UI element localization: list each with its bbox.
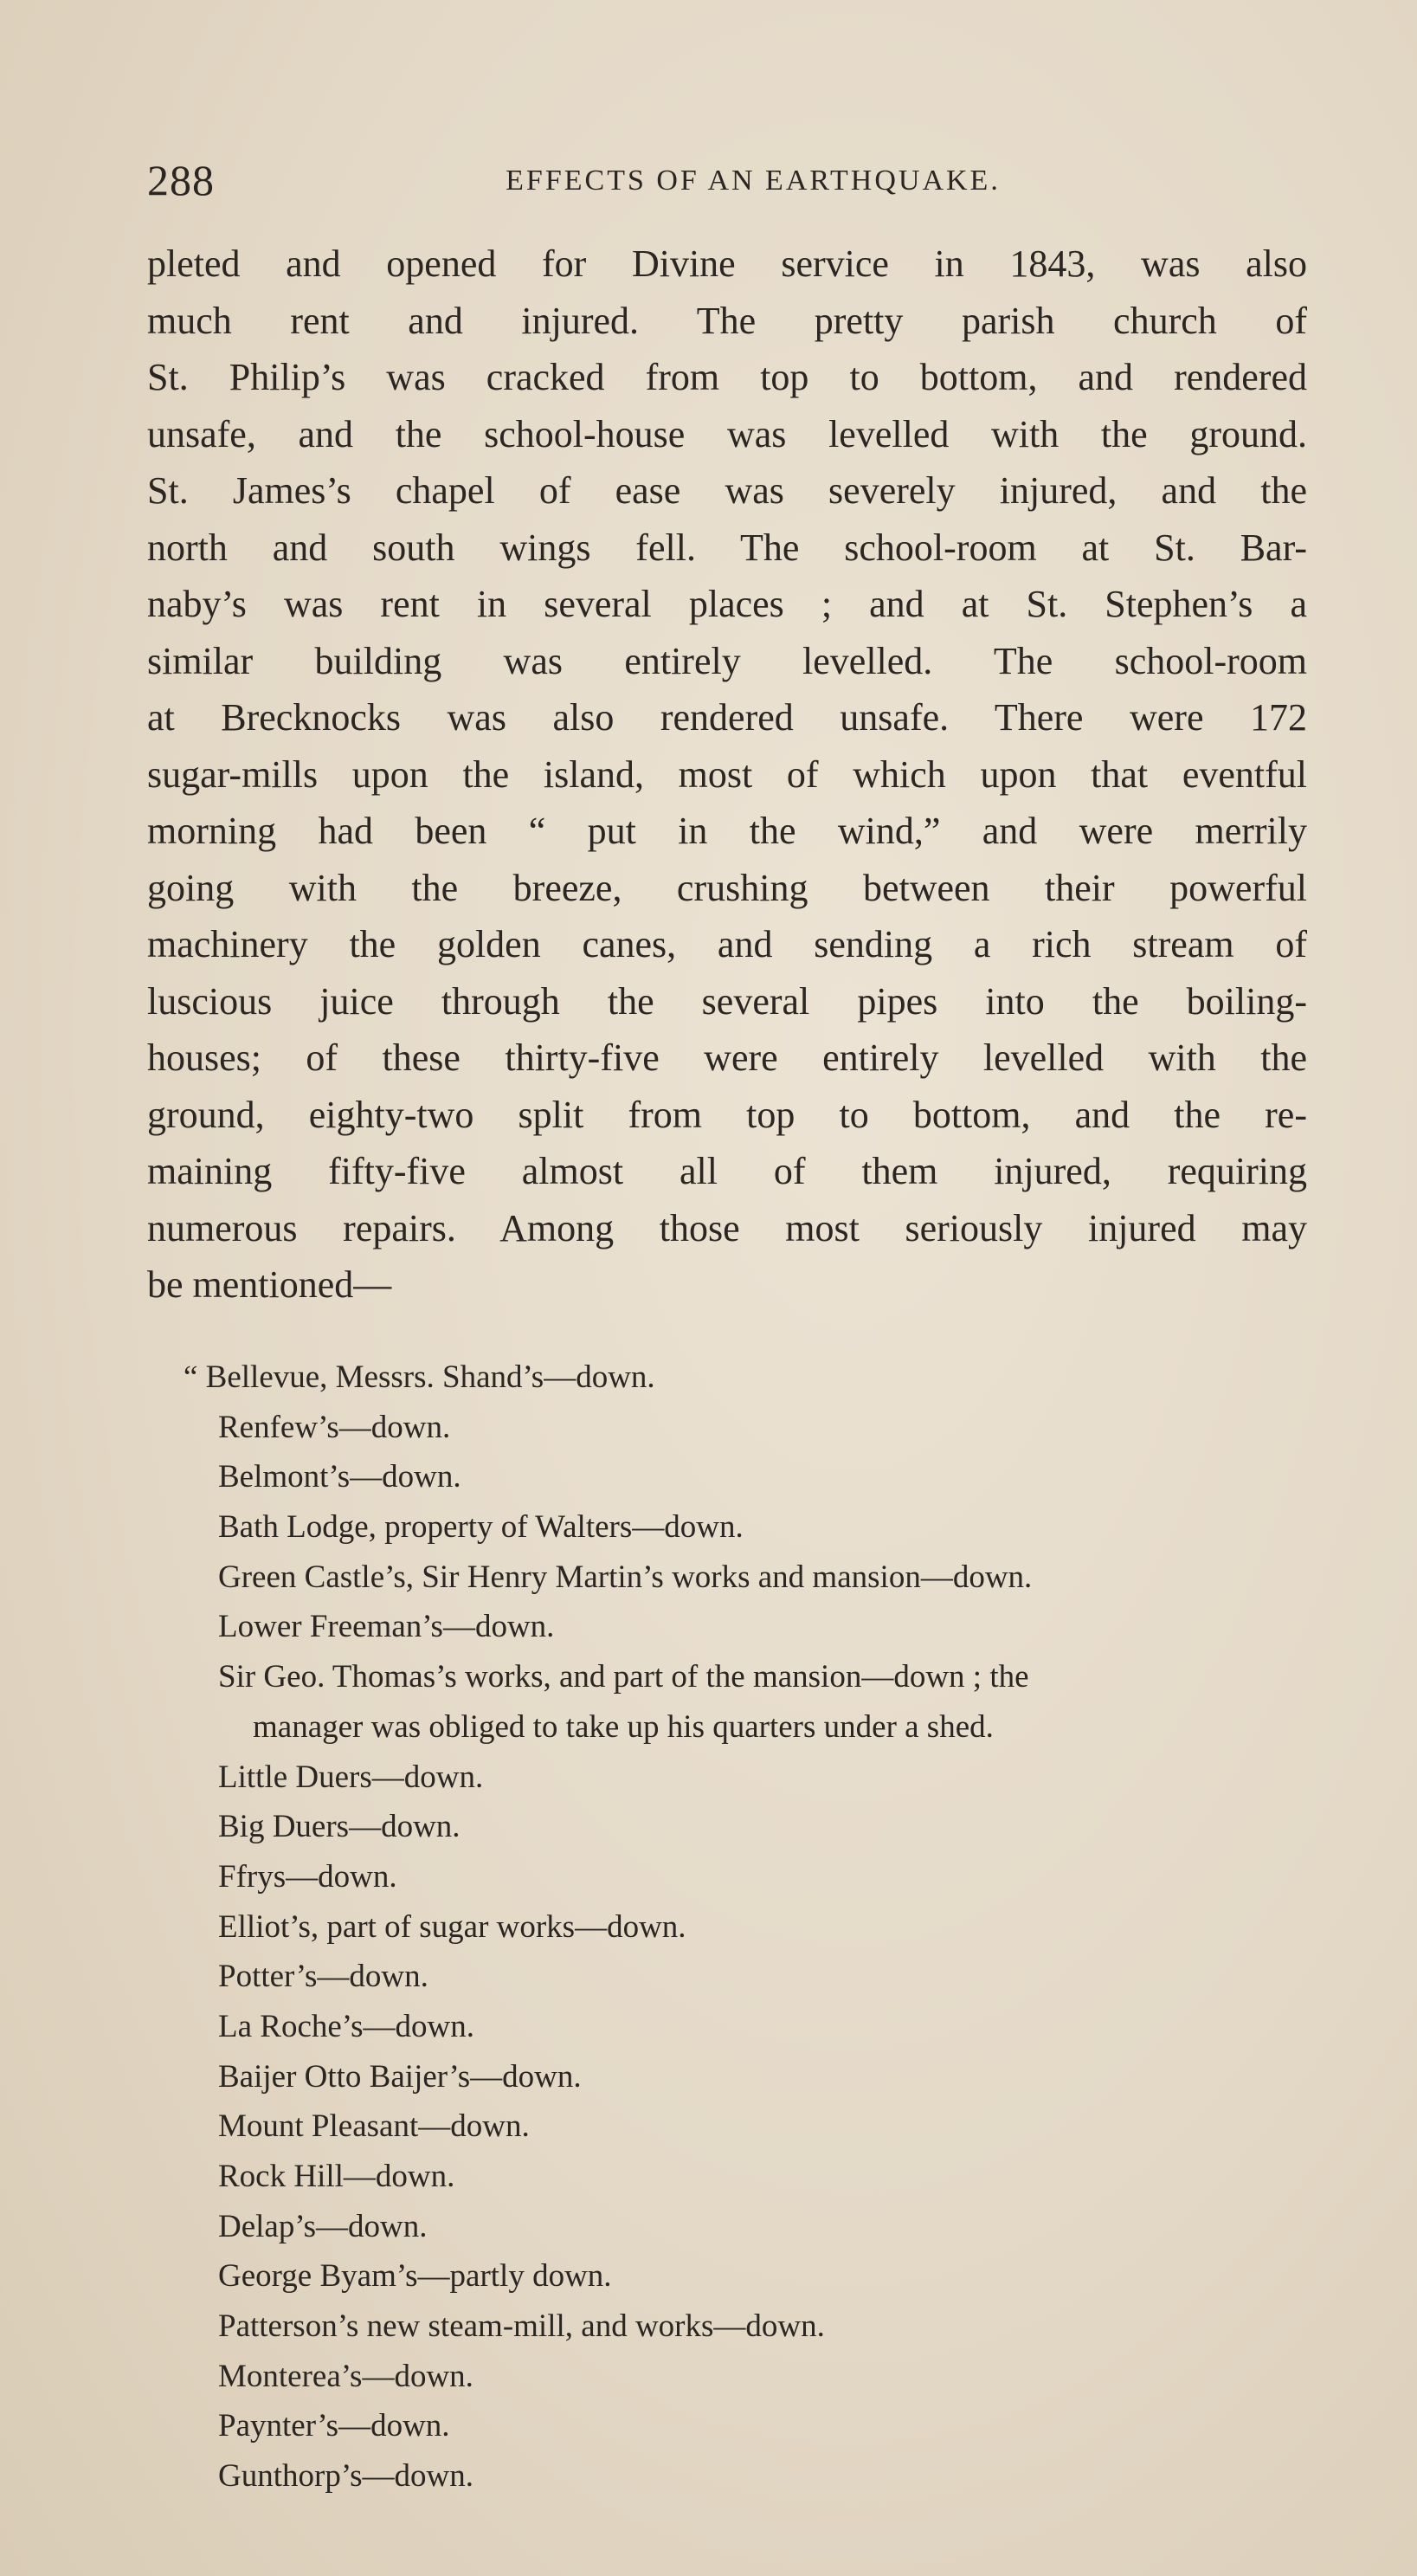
paragraph-line: naby’s was rent in several places ; and at St. Stephen’s a [147,583,1307,625]
paragraph-line: at Brecknocks was also rendered unsafe. There were 172 [147,696,1307,739]
paragraph-line: unsafe, and the school-house was levelled with the ground. [147,412,1307,455]
paragraph-line: going with the breeze, crushing between their powerful [147,866,1307,909]
list-item: Monterea’s—down. [218,2358,473,2394]
list-item: Sir Geo. Thomas’s works, and part of the mansion—down ; the [218,1659,1029,1695]
list-item: Mount Pleasant—down. [218,2108,530,2145]
list-item: Potter’s—down. [218,1959,428,1995]
paragraph-line: luscious juice through the several pipes into the boiling- [147,979,1307,1023]
list-item: Ffrys—down. [218,1858,397,1895]
list-item: La Roche’s—down. [218,2008,474,2044]
list-item: Delap’s—down. [218,2208,428,2244]
paragraph-line: St. Philip’s was cracked from top to bottom, and rendered [147,356,1307,398]
paragraph-line: St. James’s chapel of ease was severely injured, and the [147,469,1307,512]
list-item: “ Bellevue, Messrs. Shand’s—down. [184,1359,655,1395]
list-item: Baijer Otto Baijer’s—down. [218,2058,582,2095]
running-title: EFFECTS OF AN EARTHQUAKE. [506,165,1001,197]
list-item: Belmont’s—down. [218,1459,461,1495]
paragraph-line: similar building was entirely levelled. The school-room [147,639,1307,682]
list-item: Renfew’s—down. [218,1409,451,1445]
page-number: 288 [147,156,215,204]
paragraph-line: machinery the golden canes, and sending a rich stream of [147,923,1307,965]
list-item: Paynter’s—down. [218,2408,450,2444]
list-item: Bath Lodge, property of Walters—down. [218,1509,744,1546]
paragraph-line: morning had been “ put in the wind,” and were merrily [147,810,1307,852]
paragraph-line: north and south wings fell. The school-room at St. Bar- [147,526,1307,569]
paragraph-line: numerous repairs. Among those most seriously injured may [147,1206,1307,1249]
list-item: George Byam’s—partly down. [218,2258,612,2295]
paragraph-line: much rent and injured. The pretty parish church of [147,299,1307,342]
paragraph-line: pleted and opened for Divine service in 1843, was also [147,242,1307,285]
paragraph-line: ground, eighty-two split from top to bottom, and the re- [147,1093,1307,1136]
paragraph-line: houses; of these thirty-five were entirely levelled with the [147,1036,1307,1079]
list-item: Rock Hill—down. [218,2159,455,2194]
sugar-mill-list [184,1353,1309,2502]
list-item: Patterson’s new steam-mill, and works—down. [218,2308,825,2345]
page-header [147,154,1307,206]
list-item: Lower Freeman’s—down. [218,1609,555,1645]
list-item: Elliot’s, part of sugar works—down. [218,1908,686,1945]
list-item: Gunthorp’s—down. [218,2458,473,2495]
paragraph-line: be mentioned— [147,1263,392,1306]
list-item: Big Duers—down. [218,1809,461,1845]
paragraph-line: sugar-mills upon the island, most of which upon that eventful [147,752,1307,796]
list-item-continuation: manager was obliged to take up his quarters under a shed. [253,1708,994,1745]
list-item: Little Duers—down. [218,1759,484,1795]
list-item: Green Castle’s, Sir Henry Martin’s works and mansion—down. [218,1559,1033,1595]
paragraph-line: maining fifty-five almost all of them injured, requiring [147,1150,1307,1192]
body-paragraph [147,236,1307,1314]
